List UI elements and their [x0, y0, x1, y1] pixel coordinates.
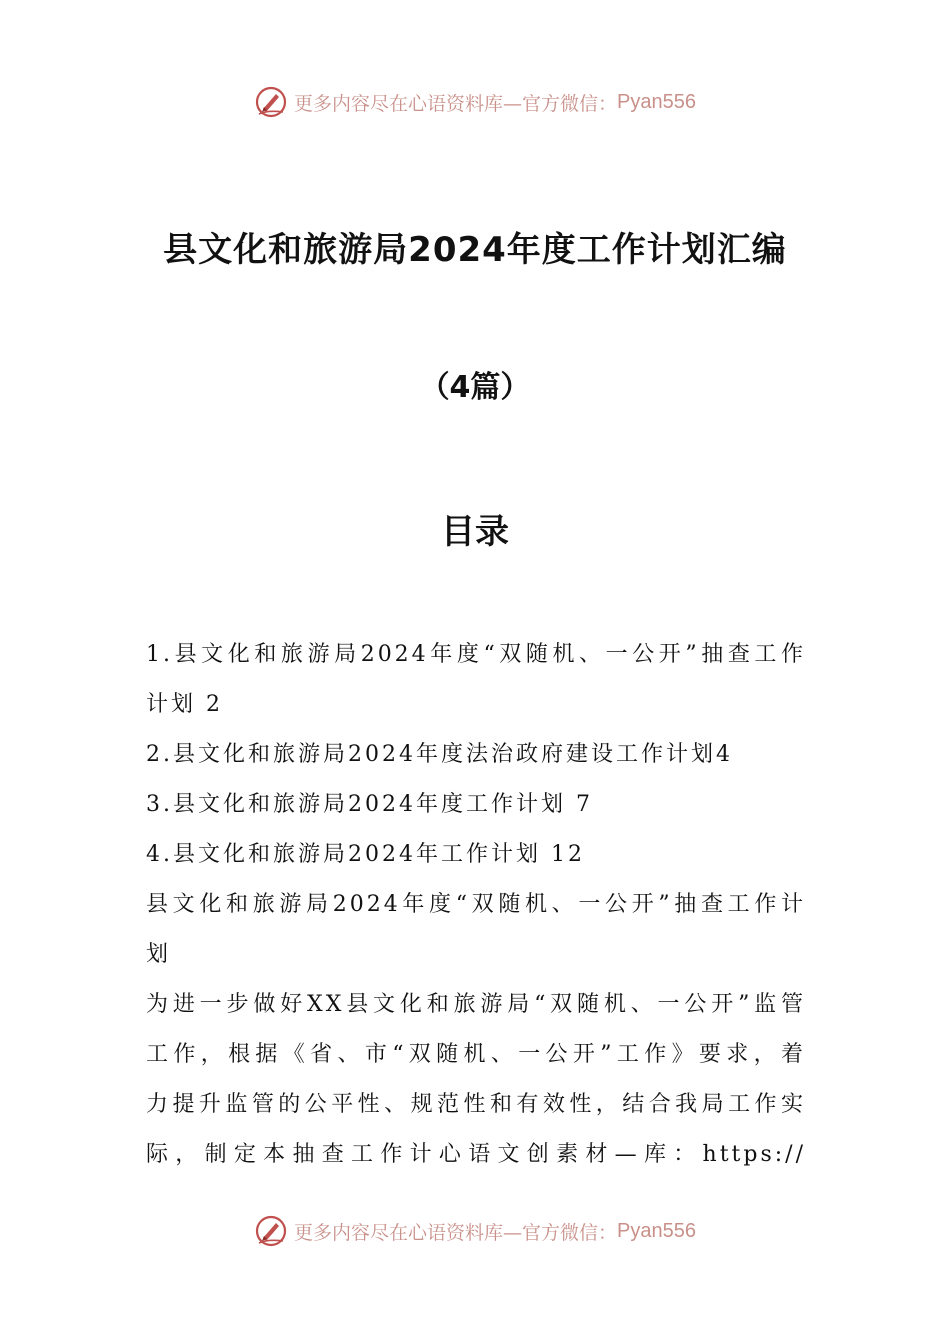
paragraph-line: 为进一步做好XX县文化和旅游局“双随机、一公开”监管	[146, 992, 806, 1017]
watermark-text: 更多内容尽在心语资料库—官方微信：	[294, 1221, 618, 1244]
section-heading: 县文化和旅游局2024年度“双随机、一公开”抽查工作计	[146, 892, 806, 917]
toc-entry-1: 1.县文化和旅游局2024年度“双随机、一公开”抽查工作	[146, 642, 806, 667]
paragraph-line: 际，制定本抽查工作计心语文创素材—库：https://	[146, 1142, 806, 1167]
pen-logo-icon	[254, 85, 288, 119]
toc-entry-1-continued: 计划 2	[146, 692, 223, 717]
toc-heading: 目录	[441, 512, 509, 552]
pen-logo-icon	[254, 1214, 288, 1248]
document-subtitle: （4篇）	[419, 370, 531, 405]
toc-entry-2: 2.县文化和旅游局2024年度法治政府建设工作计划4	[146, 742, 733, 767]
toc-entry-4: 4.县文化和旅游局2024年工作计划 12	[146, 842, 585, 867]
watermark-text: 更多内容尽在心语资料库—官方微信：	[294, 92, 618, 115]
document-title: 县文化和旅游局2024年度工作计划汇编	[163, 230, 787, 270]
watermark-footer	[0, 1211, 950, 1251]
paragraph-line: 工作，根据《省、市“双随机、一公开”工作》要求，着	[146, 1042, 806, 1067]
watermark-header	[0, 82, 950, 122]
watermark-contact: Pyan556	[617, 1219, 696, 1242]
toc-entry-3: 3.县文化和旅游局2024年度工作计划 7	[146, 792, 593, 817]
paragraph-line: 力提升监管的公平性、规范性和有效性，结合我局工作实	[146, 1092, 806, 1117]
section-heading-continued: 划	[146, 942, 172, 967]
watermark-contact: Pyan556	[617, 90, 696, 113]
document-body	[146, 630, 806, 1180]
